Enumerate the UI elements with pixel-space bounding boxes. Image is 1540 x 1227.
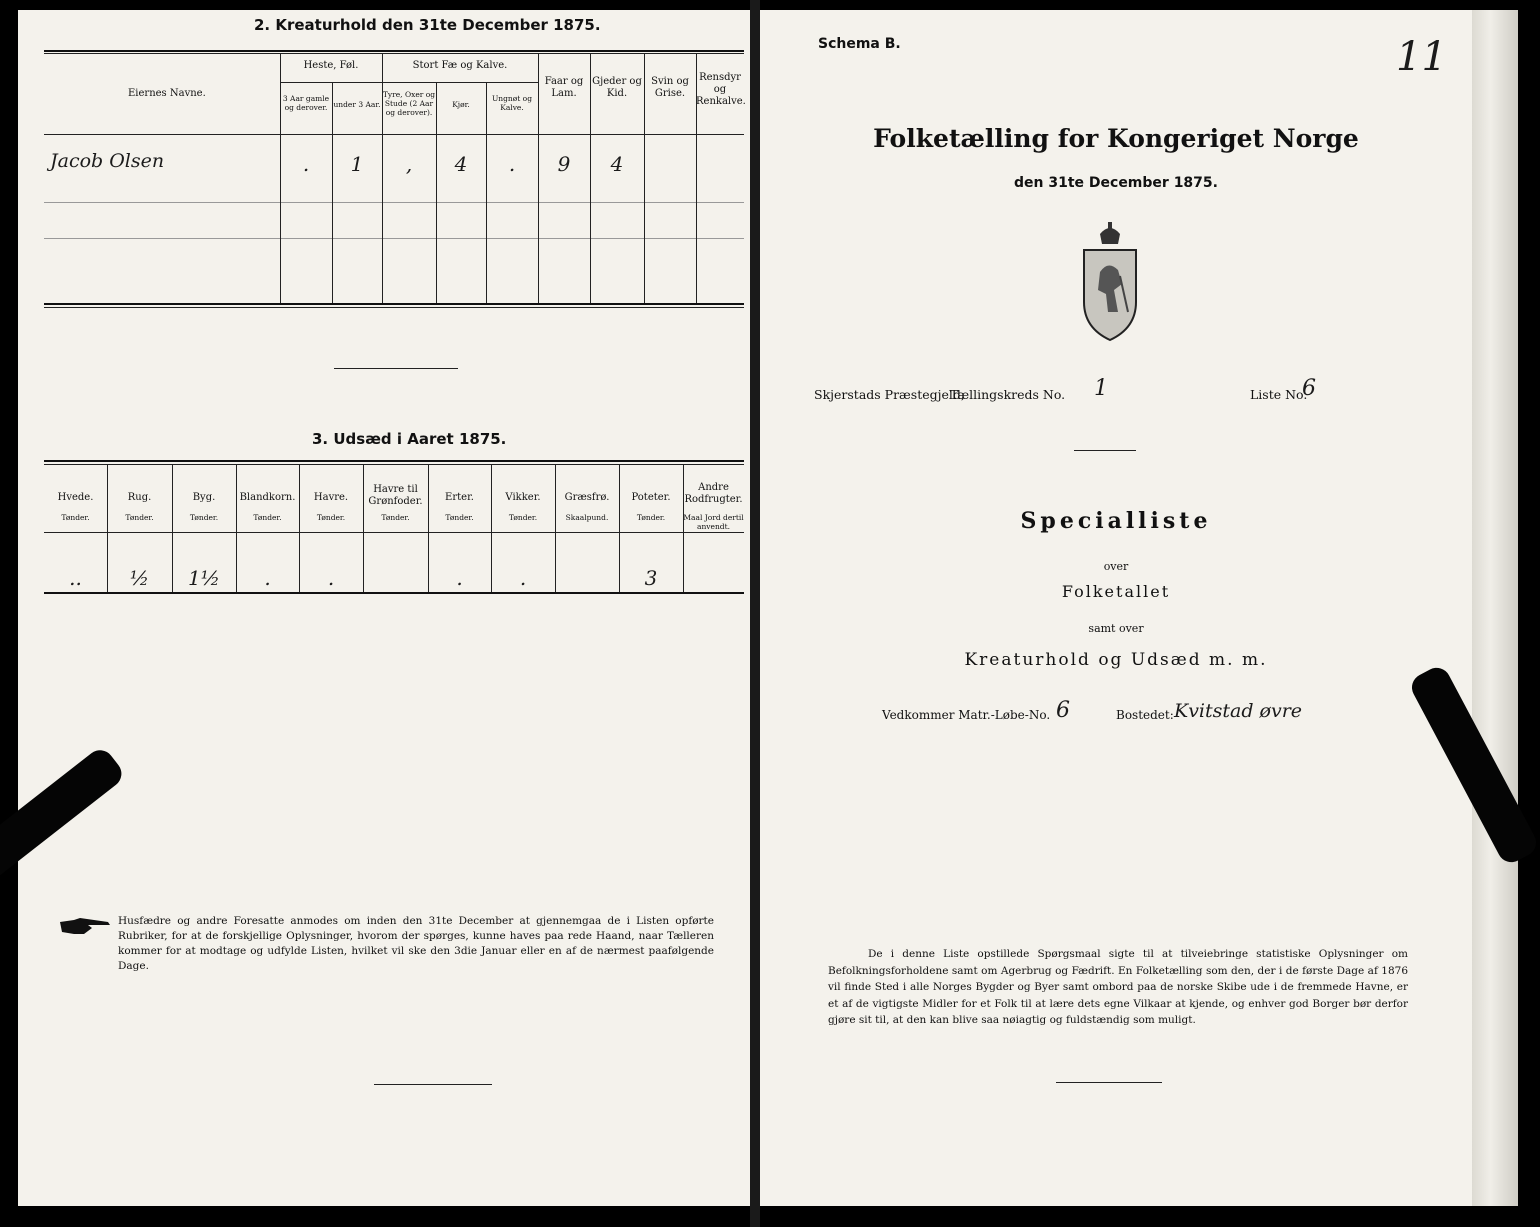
livestock-cell: , [405,152,413,176]
group-header-cattle: Stort Fæ og Kalve. [412,60,508,71]
special-heading: Specialliste [1020,508,1212,534]
schema-label: Schema B. [818,36,901,52]
folketallet-text: Folketallet [1061,582,1171,601]
col-header: Kjør. [452,100,470,109]
seed-unit: Skaalpund. [565,513,609,522]
seed-unit: Tønder. [125,513,154,522]
seed-unit: Tønder. [445,513,474,522]
seed-col-header: Græsfrø. [564,492,610,503]
seed-col-header: Byg. [192,492,216,503]
right-page [760,10,1472,1206]
col-header: Gjeder og Kid. [592,76,642,99]
coat-of-arms-icon [1078,220,1142,352]
seed-value: . [327,566,335,590]
seed-col-header: Andre Rodfrugter. [684,482,743,505]
matr-label: Vedkommer Matr.-Løbe-No. [882,708,1051,722]
seed-title: 3. Udsæd i Aaret 1875. [312,430,507,448]
samt-over-text: samt over [1088,622,1144,635]
seed-value: . [456,566,463,590]
seed-col-header: Hvede. [57,492,94,503]
list-label: Liste No. [1250,387,1308,402]
seed-col-header: Rug. [127,492,152,503]
seed-col-header: Blandkorn. [239,492,296,503]
info-note: De i denne Liste opstillede Spørgsmaal sigte til at tilveiebringe statistiske Oplysninger om Befolkningsforholdene samt om Agerbrug og Fædrift. En Folketælling som den, der i de første Dage af 1876 vil finde Sted i alle Norges Bygder og Byer samt ombord paa de norske Skibe ude i de fremmede Havne, er et af de vigtigste Midler for et Folk til at lære dets egne Vilkaar at kjende, og enhver god Borger bør derfor gjøre sit til, at den kan blive saa nøiagtig og fuldstændig som muligt. [828,948,1408,1026]
seed-value: . [519,566,527,590]
seed-unit: Tønder. [381,513,410,522]
bosted-value: Kvitstad øvre [1174,700,1303,722]
matr-value: 6 [1056,698,1070,723]
seed-col-header: Vikker. [505,492,541,503]
seed-unit: Tønder. [508,513,538,522]
seed-unit: Tønder. [636,513,666,522]
livestock-cell: 9 [557,152,571,176]
owner-header: Eiernes Navne. [128,88,206,99]
seed-unit: Tønder. [61,513,90,522]
page-number: 11 [1396,34,1447,80]
census-date: den 31te December 1875. [1014,175,1218,191]
col-header: 3 Aar gamle og derover. [282,94,330,112]
pointing-hand-icon [58,916,114,942]
district-value: 1 [1094,376,1108,401]
book-gutter [750,0,760,1227]
district-label: Tællingskreds No. [950,387,1066,402]
col-header: Faar og Lam. [544,76,584,99]
seed-col-header: Poteter. [631,492,671,503]
owner-name: Jacob Olsen [50,150,165,172]
page-edge [1472,10,1518,1206]
col-header: Ungnøt og Kalve. [491,94,532,112]
seed-value: 3 [644,566,658,590]
seed-value: . [264,566,271,590]
group-header-horses: Heste, Føl. [303,60,359,71]
livestock-cell: 1 [350,152,364,176]
livestock-cell: 4 [610,152,624,176]
left-page [18,10,750,1206]
col-header: Tyre, Oxer og Stude (2 Aar og derover). [382,90,436,117]
seed-unit: Tønder. [189,513,219,522]
seed-value: .. [69,566,82,590]
over-text: over [1103,560,1129,573]
livestock-cell: 4 [454,152,468,176]
seed-value: ½ [129,566,150,590]
col-header: under 3 Aar. [333,100,381,109]
livestock-cell: . [302,152,310,176]
livestock-title: 2. Kreaturhold den 31te December 1875. [254,16,601,34]
seed-unit: Tønder. [253,513,282,522]
seed-unit: Maal Jord dertil anvendt. [683,513,744,531]
seed-col-header: Havre til Grønfoder. [368,484,423,507]
seed-col-header: Havre. [313,492,349,503]
seed-value: 1½ [187,566,221,590]
list-value: 6 [1302,376,1316,401]
bosted-label: Bostedet: [1116,708,1174,722]
census-title: Folketælling for Kongeriget Norge [873,124,1359,153]
livestock-cell: . [508,152,516,176]
kreaturhold-text: Kreaturhold og Udsæd m. m. [964,650,1268,670]
seed-col-header: Erter. [445,492,474,503]
notice-text: Husfædre og andre Foresatte anmodes om inden den 31te December at gjennemgaa de i Listen opførte Rubriker, for at de forskjellige Oplysninger, hvorom der spørges, kunne haves paa rede Haand, naar Tælleren kommer for at modtage og udfylde Listen, hvilket vil ske den 3die Januar eller en af de nærmest paafølgende Dage. [118,915,714,972]
col-header: Rensdyr og Renkalve. [696,72,746,107]
seed-unit: Tønder. [316,513,346,522]
col-header: Svin og Grise. [651,76,689,99]
parish-label: Skjerstads Præstegjeld, [814,387,965,402]
